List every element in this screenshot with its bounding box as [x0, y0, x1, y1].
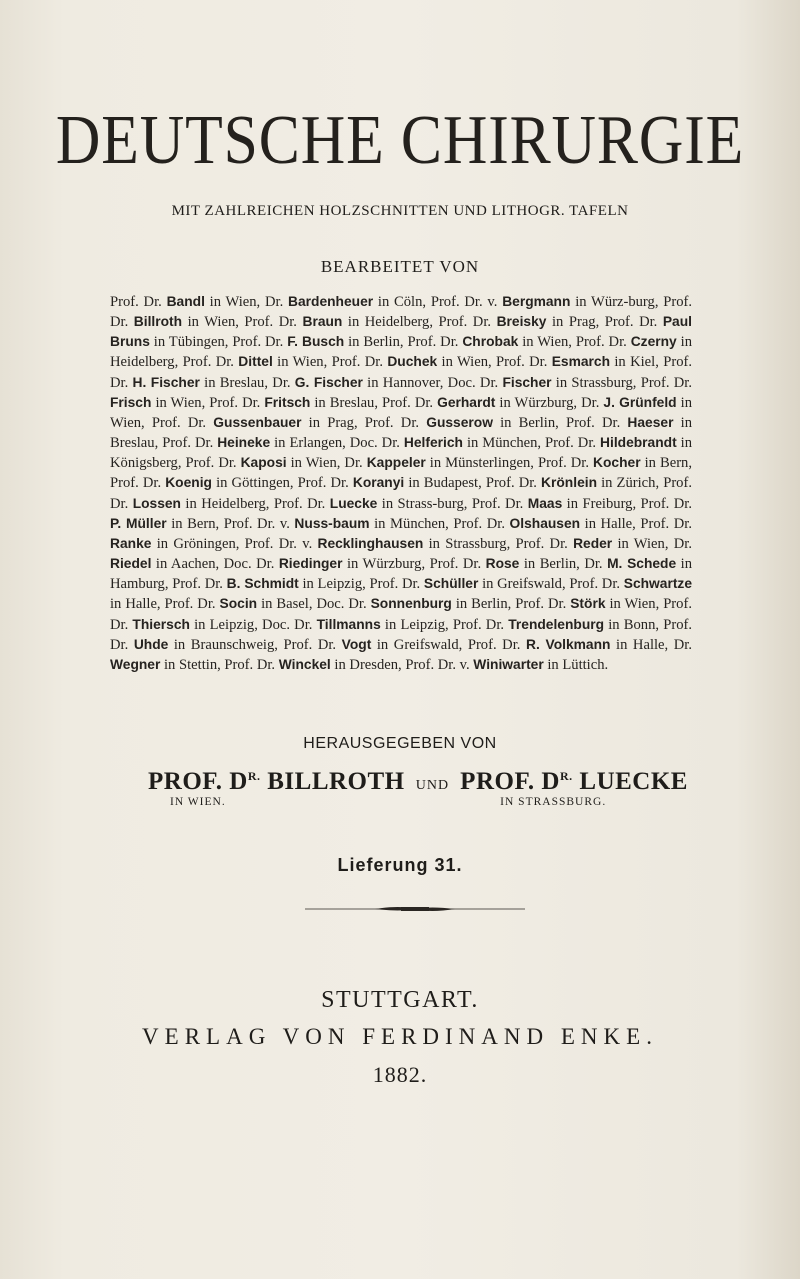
- contributor-location: in Wien, Prof. Dr.: [110, 394, 692, 431]
- contributor-location: in Hannover, Doc. Dr.: [362, 374, 503, 391]
- contributor-location: in Dresden, Prof. Dr. v.: [330, 656, 474, 673]
- ornamental-divider: [305, 903, 525, 915]
- contributor-location: in München, Prof. Dr.: [369, 515, 510, 532]
- editor-name: PROF. $D^{R.}$ LUECKE: [460, 768, 688, 795]
- contributor-name: Trendelenburg: [508, 616, 605, 632]
- contributor-location: in Kiel, Prof. Dr.: [110, 354, 692, 391]
- bearbeitet-von-label: BEARBEITET VON: [320, 257, 480, 276]
- contributor-name: Ranke: [110, 535, 152, 551]
- contributor-name: Dittel: [238, 354, 273, 370]
- contributor-location: in Berlin, Prof. Dr.: [344, 334, 463, 351]
- contributor-name: B. Schmidt: [226, 576, 299, 592]
- publication-place: STUTTGART.: [321, 987, 479, 1013]
- contributor-location: in Erlangen, Doc. Dr.: [270, 435, 404, 452]
- contributor-name: Luecke: [329, 495, 378, 511]
- contributor-name: Paul Bruns: [110, 314, 692, 350]
- contributor-location: in Greifswald, Prof. Dr.: [478, 576, 624, 593]
- contributor-location: in Prag, Prof. Dr.: [301, 414, 427, 431]
- contributor-name: Riedinger: [278, 556, 343, 572]
- contributor-name: Vogt: [341, 636, 372, 652]
- contributor-name: R. Volkmann: [525, 636, 611, 652]
- contributor-location: in Leipzig, Doc. Dr.: [189, 616, 317, 633]
- contributor-name: Helferich: [403, 435, 463, 451]
- contributor-name: Fischer: [502, 374, 552, 390]
- contributor-name: F. Busch: [287, 334, 345, 350]
- contributor-location: in Würz-burg, Prof. Dr.: [110, 294, 693, 331]
- contributor-name: Socin: [219, 596, 258, 612]
- contributor-location: in Budapest, Prof. Dr.: [404, 475, 542, 492]
- book-title: DEUTSCHE CHIRURGIE: [55, 102, 745, 179]
- contributor-name: Reder: [573, 535, 613, 551]
- contributor-location: in Wien, Prof. Dr.: [518, 334, 631, 351]
- contributor-list: [110, 292, 692, 675]
- contributor-name: Koenig: [165, 475, 212, 491]
- contributor-location: in Stettin, Prof. Dr.: [160, 656, 279, 673]
- contributor-location: in Gröningen, Prof. Dr. v.: [151, 535, 318, 552]
- contributor-name: Lossen: [132, 495, 181, 511]
- contributor-name: Heineke: [217, 435, 271, 451]
- contributor-name: G. Fischer: [294, 374, 363, 390]
- contributor-name: M. Schede: [607, 556, 677, 572]
- contributor-location: in Aachen, Doc. Dr.: [151, 556, 279, 573]
- contributor-location: in Strass-burg, Prof. Dr.: [377, 495, 528, 512]
- contributor-location: in Göttingen, Prof. Dr.: [211, 475, 353, 492]
- contributor-location: in Wien, Prof. Dr.: [110, 596, 692, 633]
- contributor-location: in Greifswald, Prof. Dr.: [371, 636, 526, 653]
- editor-name: PROF. $D^{R.}$ BILLROTH: [148, 768, 405, 795]
- editors-line: [148, 768, 688, 808]
- contributor-name: H. Fischer: [132, 374, 200, 390]
- contributor-name: Gerhardt: [437, 394, 496, 410]
- und-connector: UND: [415, 778, 450, 793]
- contributor-location: in Heidelberg, Prof. Dr.: [342, 314, 497, 331]
- contributor-location: in Halle, Prof. Dr.: [110, 596, 220, 613]
- contributor-name: Störk: [570, 596, 606, 612]
- contributor-location: in Basel, Doc. Dr.: [257, 596, 371, 613]
- contributor-location: in Braunschweig, Prof. Dr.: [168, 636, 342, 653]
- contributor-location: in Wien, Prof. Dr.: [272, 354, 388, 371]
- contributor-name: Sonnenburg: [370, 596, 452, 612]
- contributor-location: in Breslau, Prof. Dr.: [310, 394, 438, 411]
- contributor-location: in Tübingen, Prof. Dr.: [149, 334, 288, 351]
- contributor-name: Wegner: [110, 656, 161, 672]
- contributor-location: in Breslau, Dr.: [199, 374, 295, 391]
- contributor-location: in Wien, Dr.: [612, 535, 692, 552]
- contributor-location: in Wien, Dr.: [286, 455, 367, 472]
- contributor-name: Fritsch: [264, 394, 311, 410]
- contributor-location: in Halle, Dr.: [610, 636, 692, 653]
- contributor-location: in Bern, Prof. Dr.: [110, 455, 692, 492]
- contributor-location: in Freiburg, Prof. Dr.: [562, 495, 692, 512]
- contributor-location: in München, Prof. Dr.: [462, 435, 601, 452]
- editor-luecke: [460, 768, 688, 808]
- contributor-location: in Breslau, Prof. Dr.: [110, 414, 692, 452]
- contributor-name: Kaposi: [240, 455, 287, 471]
- contributor-name: Winiwarter: [473, 656, 544, 672]
- contributor-name: Krönlein: [541, 475, 598, 491]
- publisher: VERLAG VON FERDINAND ENKE.: [142, 1024, 658, 1049]
- contributor-name: Schwartze: [623, 576, 692, 592]
- contributor-location: in Heidelberg, Prof. Dr.: [181, 495, 330, 512]
- contributor-paragraph: Prof. Dr. Bandl in Wien, Dr. Bardenheuer in Cöln, Prof. Dr. v. Bergmann in Würz-burg, Prof. Dr. Billroth in Wien, Prof. Dr. Braun in Heidelberg, Prof. Dr. Breisky in Prag, Prof. Dr. Paul Bruns in Tübingen, Prof. Dr. F. Busch in Berlin, Prof. Dr. Chrobak in Wien, Prof. Dr. Czerny in Heidelberg, Prof. Dr. Dittel in Wien, Prof. Dr. Duchek in Wien, Prof. Dr. Esmarch in Kiel, Prof. Dr. H. Fischer in Breslau, Dr. G. Fischer in Hannover, Doc. Dr. Fischer in Strassburg, Prof. Dr. Frisch in Wien, Prof. Dr. Fritsch in Breslau, Prof. Dr. Gerhardt in Würzburg, Dr. J. Grünfeld in Wien, Prof. Dr. Gussenbauer in Prag, Prof. Dr. Gusserow in Berlin, Prof. Dr. Haeser in Breslau, Prof. Dr. Heineke in Erlangen, Doc. Dr. Helferich in München, Prof. Dr. Hildebrandt in Königsberg, Prof. Dr. Kaposi in Wien, Dr. Kappeler in Münsterlingen, Prof. Dr. Kocher in Bern, Prof. Dr. Koenig in Göttingen, Prof. Dr. Koranyi in Budapest, Prof. Dr. Krönlein in Zürich, Prof. Dr. Lossen in Heidelberg, Prof. Dr. Luecke in Strass-burg, Prof. Dr. Maas in Freiburg, Prof. Dr. P. Müller in Bern, Prof. Dr. v. Nuss-baum in München, Prof. Dr. Olshausen in Halle, Prof. Dr. Ranke in Gröningen, Prof. Dr. v. Recklinghausen in Strassburg, Prof. Dr. Reder in Wien, Dr. Riedel in Aachen, Doc. Dr. Riedinger in Würzburg, Prof. Dr. Rose in Berlin, Dr. M. Schede in Hamburg, Prof. Dr. B. Schmidt in Leipzig, Prof. Dr. Schüller in Greifswald, Prof. Dr. Schwartze in Halle, Prof. Dr. Socin in Basel, Doc. Dr. Sonnenburg in Berlin, Prof. Dr. Störk in Wien, Prof. Dr. Thiersch in Leipzig, Doc. Dr. Tillmanns in Leipzig, Prof. Dr. Trendelenburg in Bonn, Prof. Dr. Uhde in Braunschweig, Prof. Dr. Vogt in Greifswald, Prof. Dr. R. Volkmann in Halle, Dr. Wegner in Stettin, Prof. Dr. Winckel in Dresden, Prof. Dr. v. Winiwarter in Lüttich.: [110, 294, 693, 673]
- contributor-name: J. Grünfeld: [603, 394, 677, 410]
- contributor-location: in Halle, Prof. Dr.: [580, 515, 692, 532]
- contributor-name: Breisky: [496, 314, 547, 330]
- contributor-name: Koranyi: [352, 475, 405, 491]
- contributor-name: Bandl: [166, 294, 205, 309]
- contributor-name: Thiersch: [132, 616, 190, 632]
- contributor-name: Gussenbauer: [213, 414, 302, 430]
- contributor-name: Chrobak: [462, 334, 519, 350]
- contributor-name: Frisch: [110, 394, 152, 410]
- contributor-name: Olshausen: [509, 515, 581, 531]
- contributor-location: in Berlin, Prof. Dr.: [451, 596, 571, 613]
- editor-location: IN WIEN.: [170, 796, 226, 808]
- contributor-location: in Würzburg, Dr.: [495, 394, 604, 411]
- contributor-name: Tillmanns: [316, 616, 381, 632]
- contributor-name: Rose: [485, 556, 520, 572]
- contributor-location: in Berlin, Dr.: [519, 556, 608, 573]
- contributor-location: in Würzburg, Prof. Dr.: [342, 556, 486, 573]
- contributor-name: Maas: [527, 495, 563, 511]
- contributor-name: Schüller: [423, 576, 479, 592]
- contributor-name: Billroth: [133, 314, 183, 330]
- contributor-name: Winckel: [278, 656, 331, 672]
- contributor-name: Esmarch: [551, 354, 611, 370]
- contributor-location: in Heidelberg, Prof. Dr.: [110, 334, 692, 371]
- contributor-name: Duchek: [387, 354, 438, 370]
- contributor-name: Bardenheuer: [288, 294, 374, 309]
- contributor-name: Riedel: [110, 556, 152, 572]
- contributor-location: in Bern, Prof. Dr. v.: [166, 515, 295, 532]
- contributor-name: Czerny: [630, 334, 677, 350]
- contributor-location: in Wien, Dr.: [204, 294, 289, 310]
- contributor-location: in Prag, Prof. Dr.: [546, 314, 663, 331]
- contributor-location: in Wien, Prof. Dr.: [437, 354, 552, 371]
- contributor-location: in Königsberg, Prof. Dr.: [110, 435, 693, 472]
- contributor-location: in Münsterlingen, Prof. Dr.: [425, 455, 594, 472]
- editor-billroth: [148, 768, 405, 808]
- contributor-location: in Hamburg, Prof. Dr.: [110, 556, 692, 593]
- contributor-location: in Wien, Prof. Dr.: [182, 314, 303, 331]
- contributor-name: Uhde: [133, 636, 169, 652]
- contributor-location: in Cöln, Prof. Dr. v.: [373, 294, 503, 310]
- contributor-location: in Zürich, Prof. Dr.: [110, 475, 692, 512]
- contributor-location: in Strassburg, Prof. Dr.: [551, 374, 693, 391]
- contributor-location: in Bonn, Prof. Dr.: [110, 616, 692, 653]
- book-subtitle: MIT ZAHLREICHEN HOLZSCHNITTEN UND LITHOGR. TAFELN: [171, 203, 629, 219]
- lieferung-number: Lieferung 31.: [337, 855, 463, 875]
- contributor-location: in Wien, Prof. Dr.: [151, 394, 265, 411]
- contributor-name: Kappeler: [366, 455, 426, 471]
- herausgegeben-von-label: HERAUSGEGEBEN VON: [303, 735, 497, 752]
- contributor-location: in Berlin, Prof. Dr.: [492, 414, 628, 431]
- contributor-location: in Lüttich.: [543, 656, 609, 673]
- contributor-name: Kocher: [593, 455, 641, 471]
- contributor-name: Hildebrandt: [600, 435, 677, 451]
- editor-location: IN STRASSBURG.: [500, 796, 607, 808]
- contributor-name: Gusserow: [426, 414, 493, 430]
- contributor-name: Braun: [302, 314, 343, 330]
- contributor-name: P. Müller: [110, 515, 167, 531]
- contributor-name: Haeser: [627, 414, 674, 430]
- publication-year: 1882.: [372, 1062, 428, 1087]
- contributor-location: in Leipzig, Prof. Dr.: [380, 616, 509, 633]
- contributor-location: in Strassburg, Prof. Dr.: [423, 535, 574, 552]
- contributor-name: Recklinghausen: [317, 535, 424, 551]
- contributor-name: Bergmann: [502, 294, 571, 309]
- contributor-location: in Leipzig, Prof. Dr.: [298, 576, 424, 593]
- contributor-name: Nuss-baum: [294, 515, 370, 531]
